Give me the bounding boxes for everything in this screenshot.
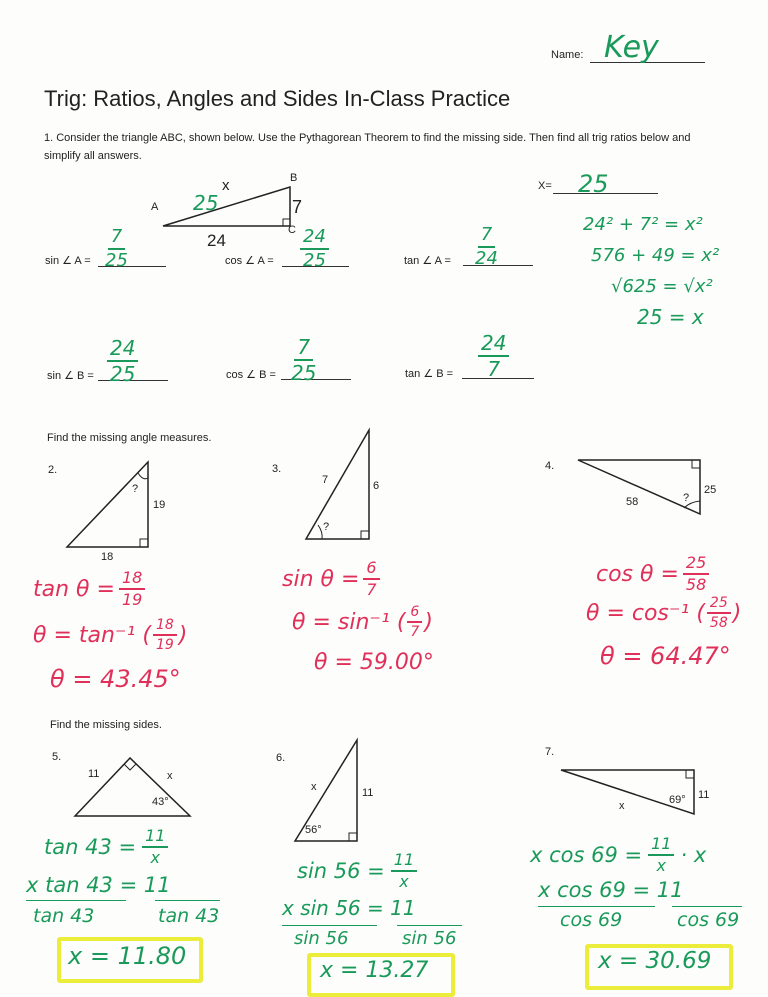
p5-work-3a: tan 43 xyxy=(33,905,95,927)
p6-angle: 56° xyxy=(305,824,322,836)
vertex-a: A xyxy=(151,201,159,213)
p5-number: 5. xyxy=(52,751,62,763)
q1-prompt: 1. Consider the triangle ABC, shown below. Use the Pythagorean Theorem to find the missing side. Then find all trig ratios below and simplify all answers. xyxy=(44,132,691,162)
angles-heading: Find the missing angle measures. xyxy=(47,432,212,444)
p6-side-11: 11 xyxy=(362,787,374,799)
p4-work-2: θ = cos⁻¹ ( $\frac{25}{58}$ ) xyxy=(586,595,742,631)
name-value: Key xyxy=(604,30,659,65)
pyth-work-2: 576 + 49 = x² xyxy=(591,245,720,266)
p2-side-19: 19 xyxy=(153,499,166,511)
pyth-work-4: 25 = x xyxy=(637,305,704,329)
p7-work-1: x cos 69 = $\frac{11}{x}$ · x xyxy=(530,834,707,875)
vertex-c: C xyxy=(288,224,296,236)
p5-answer: x = 11.80 xyxy=(68,942,187,970)
p6-work-3b: sin 56 xyxy=(402,928,457,949)
tan-b-label: tan ∠ B = xyxy=(405,368,454,380)
p2-number: 2. xyxy=(48,464,58,476)
p5-work-2: x tan 43 = 11 xyxy=(26,873,171,897)
p3-work-1: sin θ = $\frac{6}{7}$ xyxy=(282,560,380,598)
sin-a-value: $\frac{7}{25}$ xyxy=(105,226,128,271)
vertex-b: B xyxy=(290,172,298,184)
sin-b-value: $\frac{24}{25}$ xyxy=(107,338,138,384)
page-title: Trig: Ratios, Angles and Sides In-Class Practice xyxy=(44,86,511,111)
p5-work-1: tan 43 = $\frac{11}{x}$ xyxy=(44,828,168,866)
p5-work-3b: tan 43 xyxy=(158,905,220,927)
p4-answer: θ = 64.47° xyxy=(600,642,731,670)
cos-b-value: $\frac{7}{25}$ xyxy=(291,335,317,385)
p2-side-18: 18 xyxy=(101,551,114,563)
pyth-work-3: √625 = √x² xyxy=(611,276,713,297)
p2-answer: θ = 43.45° xyxy=(50,665,181,693)
p7-angle: 69° xyxy=(669,794,686,806)
p6-work-2: x sin 56 = 11 xyxy=(282,896,416,920)
p4-angle: ? xyxy=(683,492,690,504)
adj-label: 24 xyxy=(207,231,226,250)
hyp-label: x xyxy=(222,177,230,194)
p7-side-x: x xyxy=(619,800,625,812)
cos-b-label: cos ∠ B = xyxy=(226,369,276,381)
cos-a-value: $\frac{24}{25}$ xyxy=(300,228,329,270)
p6-side-x: x xyxy=(311,781,317,793)
tan-a-value: $\frac{7}{24}$ xyxy=(475,224,498,269)
pyth-work-1: 24² + 7² = x² xyxy=(583,214,703,235)
cos-a-label: cos ∠ A = xyxy=(225,255,274,267)
p7-work-3a: cos 69 xyxy=(560,909,623,931)
sin-a-label: sin ∠ A = xyxy=(45,255,91,267)
p2-work-1: tan θ = $\frac{18}{19}$ xyxy=(33,570,145,608)
p5-angle: 43° xyxy=(152,796,169,808)
p7-answer: x = 30.69 xyxy=(598,948,712,974)
p3-angle: ? xyxy=(323,521,330,533)
tan-a-label: tan ∠ A = xyxy=(404,255,451,267)
p6-work-1: sin 56 = $\frac{11}{x}$ xyxy=(297,852,417,890)
p2-work-2: θ = tan⁻¹ ( $\frac{18}{19}$ ) xyxy=(33,617,188,653)
p2-angle: ? xyxy=(132,483,139,495)
p3-number: 3. xyxy=(272,463,282,475)
p6-work-3a: sin 56 xyxy=(294,928,349,949)
name-label: Name: xyxy=(551,49,584,61)
p5-side-11: 11 xyxy=(88,768,100,780)
x-label: X= xyxy=(538,180,552,192)
x-value: 25 xyxy=(578,170,609,198)
p4-side-58: 58 xyxy=(626,496,639,508)
p7-work-2: x cos 69 = 11 xyxy=(538,878,684,902)
p6-number: 6. xyxy=(276,752,286,764)
p7-work-3b: cos 69 xyxy=(677,909,740,931)
p5-side-x: x xyxy=(167,770,173,782)
p4-side-25: 25 xyxy=(704,484,717,496)
p3-answer: θ = 59.00° xyxy=(314,650,434,675)
sides-heading: Find the missing sides. xyxy=(50,719,162,731)
p7-number: 7. xyxy=(545,746,555,758)
opp-label: 7 xyxy=(292,197,303,217)
tan-b-value: $\frac{24}{7}$ xyxy=(478,333,509,379)
p3-work-2: θ = sin⁻¹ ( $\frac{6}{7}$ ) xyxy=(292,604,433,640)
p7-side-11: 11 xyxy=(698,789,710,801)
hyp-hand: 25 xyxy=(193,191,219,215)
p4-number: 4. xyxy=(545,460,555,472)
p4-work-1: cos θ = $\frac{25}{58}$ xyxy=(596,555,709,593)
sin-b-label: sin ∠ B = xyxy=(47,370,94,382)
p3-side-7: 7 xyxy=(322,474,329,486)
p3-side-6: 6 xyxy=(373,480,380,492)
p6-answer: x = 13.27 xyxy=(320,958,429,983)
